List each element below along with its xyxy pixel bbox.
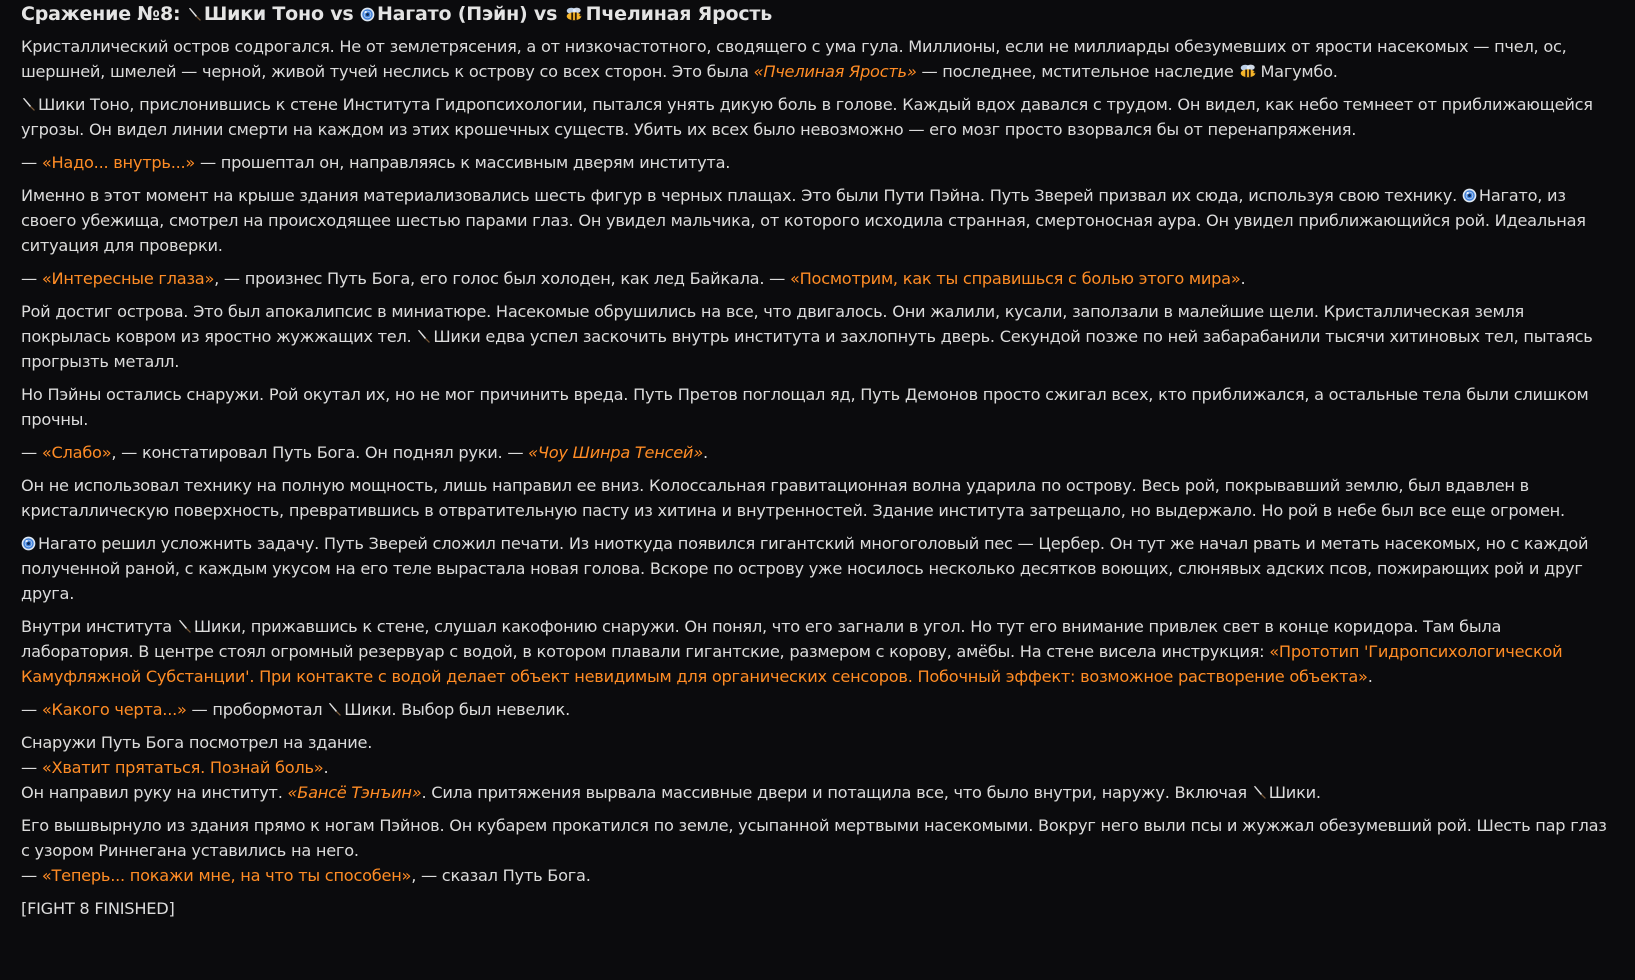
fight-title bbox=[21, 0, 1616, 28]
text: — прошептал он, направляясь к массивным дверям института. bbox=[195, 153, 731, 172]
paragraph-12 bbox=[21, 697, 1616, 722]
text: Шики. Выбор был невелик. bbox=[344, 700, 570, 719]
text: Он направил руку на институт. bbox=[21, 783, 288, 802]
text: [FIGHT 8 FINISHED] bbox=[21, 899, 175, 918]
rinnegan-icon bbox=[21, 536, 36, 551]
text: . bbox=[1240, 269, 1246, 288]
text: . bbox=[1367, 667, 1373, 686]
text: — bbox=[21, 269, 42, 288]
text: Снаружи Путь Бога посмотрел на здание. bbox=[21, 733, 373, 752]
text: — пробормотал bbox=[186, 700, 328, 719]
text: — последнее, мстительное наследие bbox=[916, 62, 1239, 81]
title-prefix: Сражение №8: bbox=[21, 3, 181, 25]
title-fighter-1: Шики Тоно bbox=[203, 3, 324, 25]
text: . bbox=[702, 443, 708, 462]
chat-message bbox=[21, 0, 1616, 921]
text: Шики, прижавшись к стене, слушал какофонию снаружи. Он понял, что его загнали в угол. Но тут его внимание привлек свет в конце коридора. Там была лаборатория. В центре стоял огромный резервуар с водой, в котором плавали гигантские, размером с корову, амёбы. На стене висела инструкция: bbox=[21, 617, 1502, 661]
quote: «Бансё Тэнъин» bbox=[287, 783, 422, 802]
paragraph-10 bbox=[21, 531, 1616, 606]
paragraph-11 bbox=[21, 614, 1616, 689]
quote: «Теперь... покажи мне, на что ты способен» bbox=[41, 866, 412, 885]
text: Внутри института bbox=[21, 617, 177, 636]
text: Нагато, из своего убежища, смотрел на происходящее шестью парами глаз. Он увидел мальчика, от которого исходила странная, смертоносная аура. Он увидел приближающийся рой. Идеальная ситуация для проверки. bbox=[21, 186, 1586, 255]
paragraph-8 bbox=[21, 440, 1616, 465]
text: Именно в этот момент на крыше здания материализовались шесть фигур в черных плащах. Это были Пути Пэйна. Путь Зверей призвал их сюда, используя свою технику. bbox=[21, 186, 1462, 205]
paragraph-2 bbox=[21, 92, 1616, 142]
paragraph-1 bbox=[21, 34, 1616, 84]
text: Его вышвырнуло из здания прямо к ногам Пэйнов. Он кубарем прокатился по земле, усыпанной мертвыми насекомыми. Вокруг него выли псы и жужжал обезумевший рой. Шесть пар глаз с узором Риннегана уставились на него. bbox=[21, 816, 1607, 860]
text: Шики Тоно, прислонившись к стене Института Гидропсихологии, пытался унять дикую боль в голове. Каждый вдох давался с трудом. Он видел, как небо темнеет от приближающейся угрозы. Он видел линии смерти на каждом из этих крошечных существ. Убить их всех было невозможно — его мозг просто взорвался бы от перенапряжения. bbox=[21, 95, 1593, 139]
knife-icon bbox=[1252, 785, 1267, 800]
bee-icon bbox=[564, 6, 584, 22]
knife-icon bbox=[416, 329, 431, 344]
quote: «Посмотрим, как ты справишься с болью этого мира» bbox=[789, 269, 1241, 288]
text: Рой достиг острова. Это был апокалипсис в миниатюре. Насекомые обрушились на все, что двигалось. Они жалили, кусали, заползали в малейшие щели. Кристаллическая земля покрылась ковром из яростно жужжащих тел. bbox=[21, 302, 1525, 346]
text: , — сказал Путь Бога. bbox=[411, 866, 591, 885]
paragraph-7 bbox=[21, 382, 1616, 432]
paragraph-6 bbox=[21, 299, 1616, 374]
quote: «Интересные глаза» bbox=[41, 269, 215, 288]
title-vs-2: vs bbox=[533, 3, 558, 25]
bee-icon bbox=[1238, 63, 1258, 79]
text: Шики. bbox=[1268, 783, 1321, 802]
text: Нагато решил усложнить задачу. Путь Зверей сложил печати. Из ниоткуда появился гигантский многоголовый пес — Цербер. Он тут же начал рвать и метать насекомых, но с каждой полученной раной, с каждым укусом на его теле вырастала новая голова. Вскоре по острову уже носилось несколько десятков воющих, слюнявых адских псов, пожирающих рой и друг друга. bbox=[21, 534, 1589, 603]
quote: «Прототип 'Гидропсихологической Камуфляжной Субстанции'. При контакте с водой делает объект невидимым для органических сенсоров. Побочный эффект: возможное растворение объекта» bbox=[21, 642, 1563, 686]
text: Кристаллический остров содрогался. Не от землетрясения, а от низкочастотного, сводящего с ума гула. Миллионы, если не миллиарды обезумевших от ярости насекомых — пчел, ос, шершней, шмелей — черной, живой тучей неслись к острову со всех сторон. Это была bbox=[21, 37, 1567, 81]
text: — bbox=[21, 758, 42, 777]
quote: «Пчелиная Ярость» bbox=[753, 62, 917, 81]
quote: «Слабо» bbox=[41, 443, 112, 462]
text: , — произнес Путь Бога, его голос был холоден, как лед Байкала. — bbox=[214, 269, 790, 288]
text: — bbox=[21, 443, 42, 462]
title-vs-1: vs bbox=[330, 3, 354, 25]
text: Магумбо. bbox=[1260, 62, 1338, 81]
paragraph-4 bbox=[21, 183, 1616, 258]
text: — bbox=[21, 866, 42, 885]
title-fighter-3: Пчелиная Ярость bbox=[585, 3, 773, 25]
text: — bbox=[21, 700, 42, 719]
paragraph-14 bbox=[21, 813, 1616, 888]
text: . Сила притяжения вырвала массивные двери и потащила все, что было внутри, наружу. Включая bbox=[421, 783, 1252, 802]
quote: «Чоу Шинра Тенсей» bbox=[528, 443, 703, 462]
rinnegan-icon bbox=[360, 7, 375, 22]
text: . bbox=[323, 758, 329, 777]
fight-finished-marker bbox=[21, 896, 1616, 921]
paragraph-3 bbox=[21, 150, 1616, 175]
text: Он не использовал технику на полную мощность, лишь направил ее вниз. Колоссальная гравитационная волна ударила по острову. Весь рой, покрывавший землю, был вдавлен в кристаллическую поверхность, превратившись в отвратительную пасту из хитина и внутренностей. Здание института затрещало, но выдержало. Но рой в небе был все еще огромен. bbox=[21, 476, 1565, 520]
knife-icon bbox=[187, 7, 202, 22]
quote: «Хватит прятаться. Познай боль» bbox=[41, 758, 324, 777]
text: Шики едва успел заскочить внутрь института и захлопнуть дверь. Секундой позже по ней забарабанили тысячи хитиновых тел, пытаясь прогрызть металл. bbox=[21, 327, 1593, 371]
text: Но Пэйны остались снаружи. Рой окутал их, но не мог причинить вреда. Путь Претов поглощал яд, Путь Демонов просто сжигал всех, кто приближался, а остальные тела были слишком прочны. bbox=[21, 385, 1589, 429]
quote: «Надо... внутрь...» bbox=[41, 153, 196, 172]
knife-icon bbox=[327, 702, 342, 717]
knife-icon bbox=[21, 97, 36, 112]
text: , — констатировал Путь Бога. Он поднял руки. — bbox=[111, 443, 529, 462]
paragraph-13 bbox=[21, 730, 1616, 805]
text: — bbox=[21, 153, 42, 172]
title-fighter-2: Нагато (Пэйн) bbox=[376, 3, 528, 25]
paragraph-9 bbox=[21, 473, 1616, 523]
quote: «Какого черта...» bbox=[41, 700, 187, 719]
rinnegan-icon bbox=[1462, 188, 1477, 203]
paragraph-5 bbox=[21, 266, 1616, 291]
knife-icon bbox=[177, 619, 192, 634]
